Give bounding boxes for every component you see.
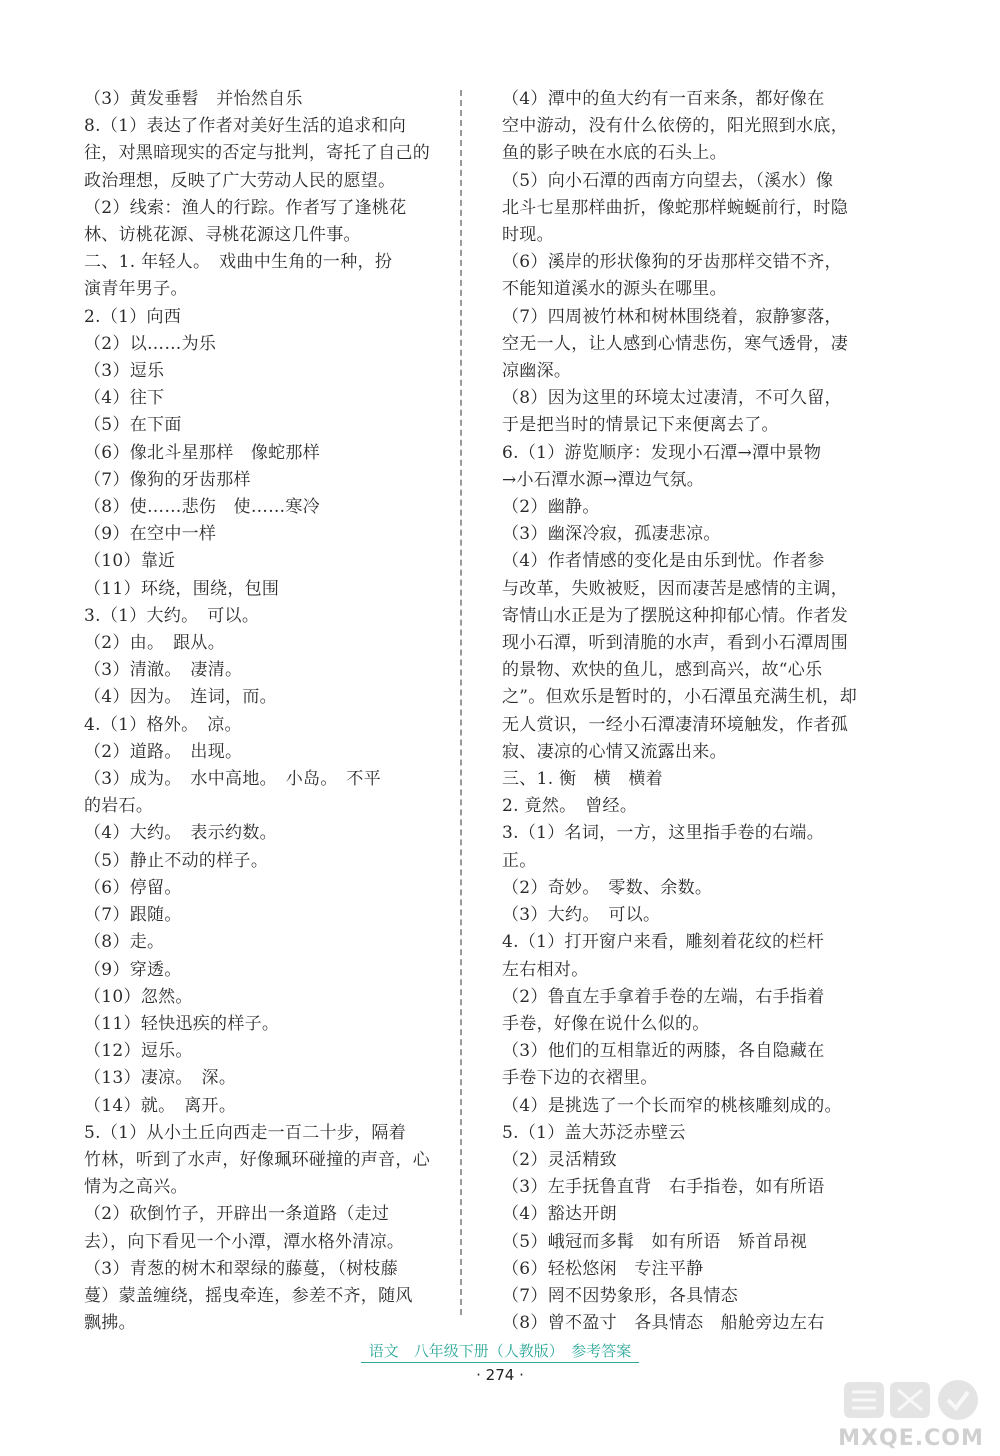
right-column-line: （8）曾不盈寸 各具情态 船舱旁边左右 — [502, 1313, 825, 1334]
right-column-line: 不能知道溪水的源头在哪里。 — [502, 279, 727, 300]
right-column-line: 三、1. 衡 横 横着 — [502, 769, 663, 790]
left-column-line: （14）就。 离开。 — [84, 1095, 237, 1116]
right-column-line: 3.（1）名词，一方，这里指手卷的右端。 — [502, 823, 825, 844]
right-column-line: （3）左手抚鲁直背 右手指卷，如有所语 — [502, 1177, 825, 1198]
right-column-line: 空中游动，没有什么依傍的，阳光照到水底， — [502, 116, 848, 137]
right-column-line: 寄情山水正是为了摆脱这种抑郁心情。作者发 — [502, 605, 848, 626]
left-column-line: （6）像北斗星那样 像蛇那样 — [84, 442, 321, 463]
left-column-line: （4）大约。 表示约数。 — [84, 823, 277, 844]
right-column-line: （6）溪岸的形状像狗的牙齿那样交错不齐， — [502, 252, 842, 273]
left-column-line: 竹林，听到了水声，好像珮环碰撞的声音，心 — [84, 1149, 430, 1170]
right-column-line: →小石潭水源→潭边气氛。 — [502, 469, 705, 490]
right-column-line: （3）他们的互相靠近的两膝，各自隐藏在 — [502, 1041, 825, 1062]
left-column-line: （4）因为。 连词，而。 — [84, 687, 277, 708]
left-column-line: （11）轻快迅疾的样子。 — [84, 1013, 280, 1034]
left-column-line: 8.（1）表达了作者对美好生活的追求和向 — [84, 116, 407, 137]
right-column-line: 之”。但欢乐是暂时的，小石潭虽充满生机，却 — [502, 687, 857, 708]
left-column-line: 5.（1）从小土丘向西走一百二十步，隔着 — [84, 1122, 407, 1143]
left-column-line: （11）环绕，围绕，包围 — [84, 578, 280, 599]
right-column-line: （8）因为这里的环境太过凄清，不可久留， — [502, 388, 842, 409]
right-column-line: （2）奇妙。 零数、余数。 — [502, 877, 713, 898]
left-column-line: 3.（1）大约。 可以。 — [84, 605, 260, 626]
left-column-line: （9）穿透。 — [84, 959, 182, 980]
right-column-line: 6.（1）游览顺序：发现小石潭→潭中景物 — [502, 442, 822, 463]
left-column-line: 情为之高兴。 — [84, 1177, 188, 1198]
left-column-line: （10）靠近 — [84, 551, 176, 572]
right-column-line: （2）鲁直左手拿着手卷的左端，右手指着 — [502, 986, 825, 1007]
right-column-line: （7）四周被竹林和树林围绕着，寂静寥落， — [502, 306, 842, 327]
right-column-line: 现小石潭，听到清脆的水声，看到小石潭周围 — [502, 633, 848, 654]
right-column-line: （5）峨冠而多髯 如有所语 矫首昂视 — [502, 1231, 808, 1252]
right-column-line: 正。 — [502, 850, 537, 871]
left-column-line: （3）逗乐 — [84, 361, 165, 382]
right-column-line: 鱼的影子映在水底的石头上。 — [502, 143, 727, 164]
footer-title — [0, 1340, 1000, 1361]
left-column-line: （3）青葱的树木和翠绿的藤蔓，（树枝藤 — [84, 1258, 399, 1279]
right-column-line: 无人赏识，一经小石潭凄清环境触发，作者孤 — [502, 714, 848, 735]
left-column-line: 二、1. 年轻人。 戏曲中生角的一种，扮 — [84, 252, 393, 273]
left-column-line: （4）往下 — [84, 388, 165, 409]
left-column-line: （2）道路。 出现。 — [84, 741, 243, 762]
right-column-line: 于是把当时的情景记下来便离去了。 — [502, 415, 779, 436]
left-column-line: 往，对黑暗现实的否定与批判，寄托了自己的 — [84, 143, 430, 164]
left-column-line: （7）跟随。 — [84, 905, 182, 926]
left-column-line: （8）使……悲伤 使……寒冷 — [84, 497, 321, 518]
left-column-line: （5）静止不动的样子。 — [84, 850, 269, 871]
right-column-line: 左右相对。 — [502, 959, 589, 980]
left-column-line: 飘拂。 — [84, 1313, 136, 1334]
right-column-line: （3）幽深冷寂，孤凄悲凉。 — [502, 524, 721, 545]
left-column-line: 去），向下看见一个小潭，潭水格外清凉。 — [84, 1231, 405, 1252]
left-column-line: （2）砍倒竹子，开辟出一条道路（走过 — [84, 1204, 390, 1225]
footer-title-text: 语文 八年级下册（人教版） 参考答案 — [361, 1342, 640, 1363]
left-column-line: （2）线索：渔人的行踪。作者写了逢桃花 — [84, 197, 407, 218]
right-column-line: 空无一人，让人感到心情悲伤，寒气透骨，凄 — [502, 333, 848, 354]
right-column-line: 手卷下边的衣褶里。 — [502, 1068, 658, 1089]
right-column-line: （6）轻松悠闲 专注平静 — [502, 1258, 704, 1279]
left-column-line: （3）黄发垂髫 并怡然自乐 — [84, 89, 303, 109]
watermark-text: MXQE.COM — [838, 1426, 984, 1451]
right-column-line: （4）作者情感的变化是由乐到忧。作者参 — [502, 551, 825, 572]
watermark — [836, 1372, 986, 1452]
left-column-line: 4.（1）格外。 凉。 — [84, 714, 242, 735]
right-column-line: （4）是挑选了一个长而窄的桃核雕刻成的。 — [502, 1095, 842, 1116]
column-divider — [460, 90, 462, 1315]
left-column-line: （13）凄凉。 深。 — [84, 1068, 237, 1089]
right-column-line: 北斗七星那样曲折，像蛇那样蜿蜒前行，时隐 — [502, 197, 848, 218]
right-column-line: （2）灵活精致 — [502, 1149, 617, 1170]
right-column-line: 2. 竟然。 曾经。 — [502, 796, 638, 817]
left-column-line: 的岩石。 — [84, 796, 154, 817]
left-column-line: 政治理想，反映了广大劳动人民的愿望。 — [84, 170, 396, 191]
left-column-line: 林、访桃花源、寻桃花源这几件事。 — [84, 225, 361, 246]
right-column-line: （5）向小石潭的西南方向望去，（溪水）像 — [502, 170, 834, 191]
right-column-line: （7）罔不因势象形，各具情态 — [502, 1285, 739, 1306]
right-column-line: （4）豁达开朗 — [502, 1204, 617, 1225]
right-column-line: 与改革，失败被贬，因而凄苦是感情的主调， — [502, 578, 848, 599]
right-column-line: 的景物、欢快的鱼儿，感到高兴，故“心乐 — [502, 660, 823, 681]
watermark-logo-icon — [842, 1376, 982, 1424]
left-column-line: （9）在空中一样 — [84, 524, 217, 545]
left-column-line: （2）以……为乐 — [84, 333, 217, 354]
right-column-line: （3）大约。 可以。 — [502, 905, 661, 926]
left-column-line: （8）走。 — [84, 932, 165, 953]
left-column-line: 演青年男子。 — [84, 279, 188, 300]
answer-column-right — [502, 86, 866, 1337]
left-column-line: （7）像狗的牙齿那样 — [84, 469, 251, 490]
left-column-line: （2）由。 跟从。 — [84, 633, 226, 654]
left-column-line: （6）停留。 — [84, 877, 182, 898]
left-column-line: （5）在下面 — [84, 415, 182, 436]
right-column-line: 时现。 — [502, 225, 554, 246]
right-column-line: （2）幽静。 — [502, 497, 600, 518]
left-column-line: （3）成为。 水中高地。 小岛。 不平 — [84, 769, 382, 790]
left-column-line: 2.（1）向西 — [84, 306, 182, 327]
right-column-line: 凉幽深。 — [502, 361, 572, 382]
left-column-line: 蔓）蒙盖缠绕，摇曳牵连，参差不齐，随风 — [84, 1285, 413, 1306]
left-column-line: （10）忽然。 — [84, 986, 193, 1007]
answer-column-left — [84, 86, 446, 1337]
right-column-line: （4）潭中的鱼大约有一百来条，都好像在 — [502, 89, 825, 109]
page-number: · 274 · — [476, 1366, 524, 1384]
left-column-line: （12）逗乐。 — [84, 1041, 193, 1062]
left-column-line: （3）清澈。 凄清。 — [84, 660, 243, 681]
right-column-line: 4.（1）打开窗户来看，雕刻着花纹的栏杆 — [502, 932, 825, 953]
right-column-line: 手卷，好像在说什么似的。 — [502, 1013, 710, 1034]
right-column-line: 5.（1）盖大苏泛赤壁云 — [502, 1122, 686, 1143]
right-column-line: 寂、凄凉的心情又流露出来。 — [502, 741, 727, 762]
